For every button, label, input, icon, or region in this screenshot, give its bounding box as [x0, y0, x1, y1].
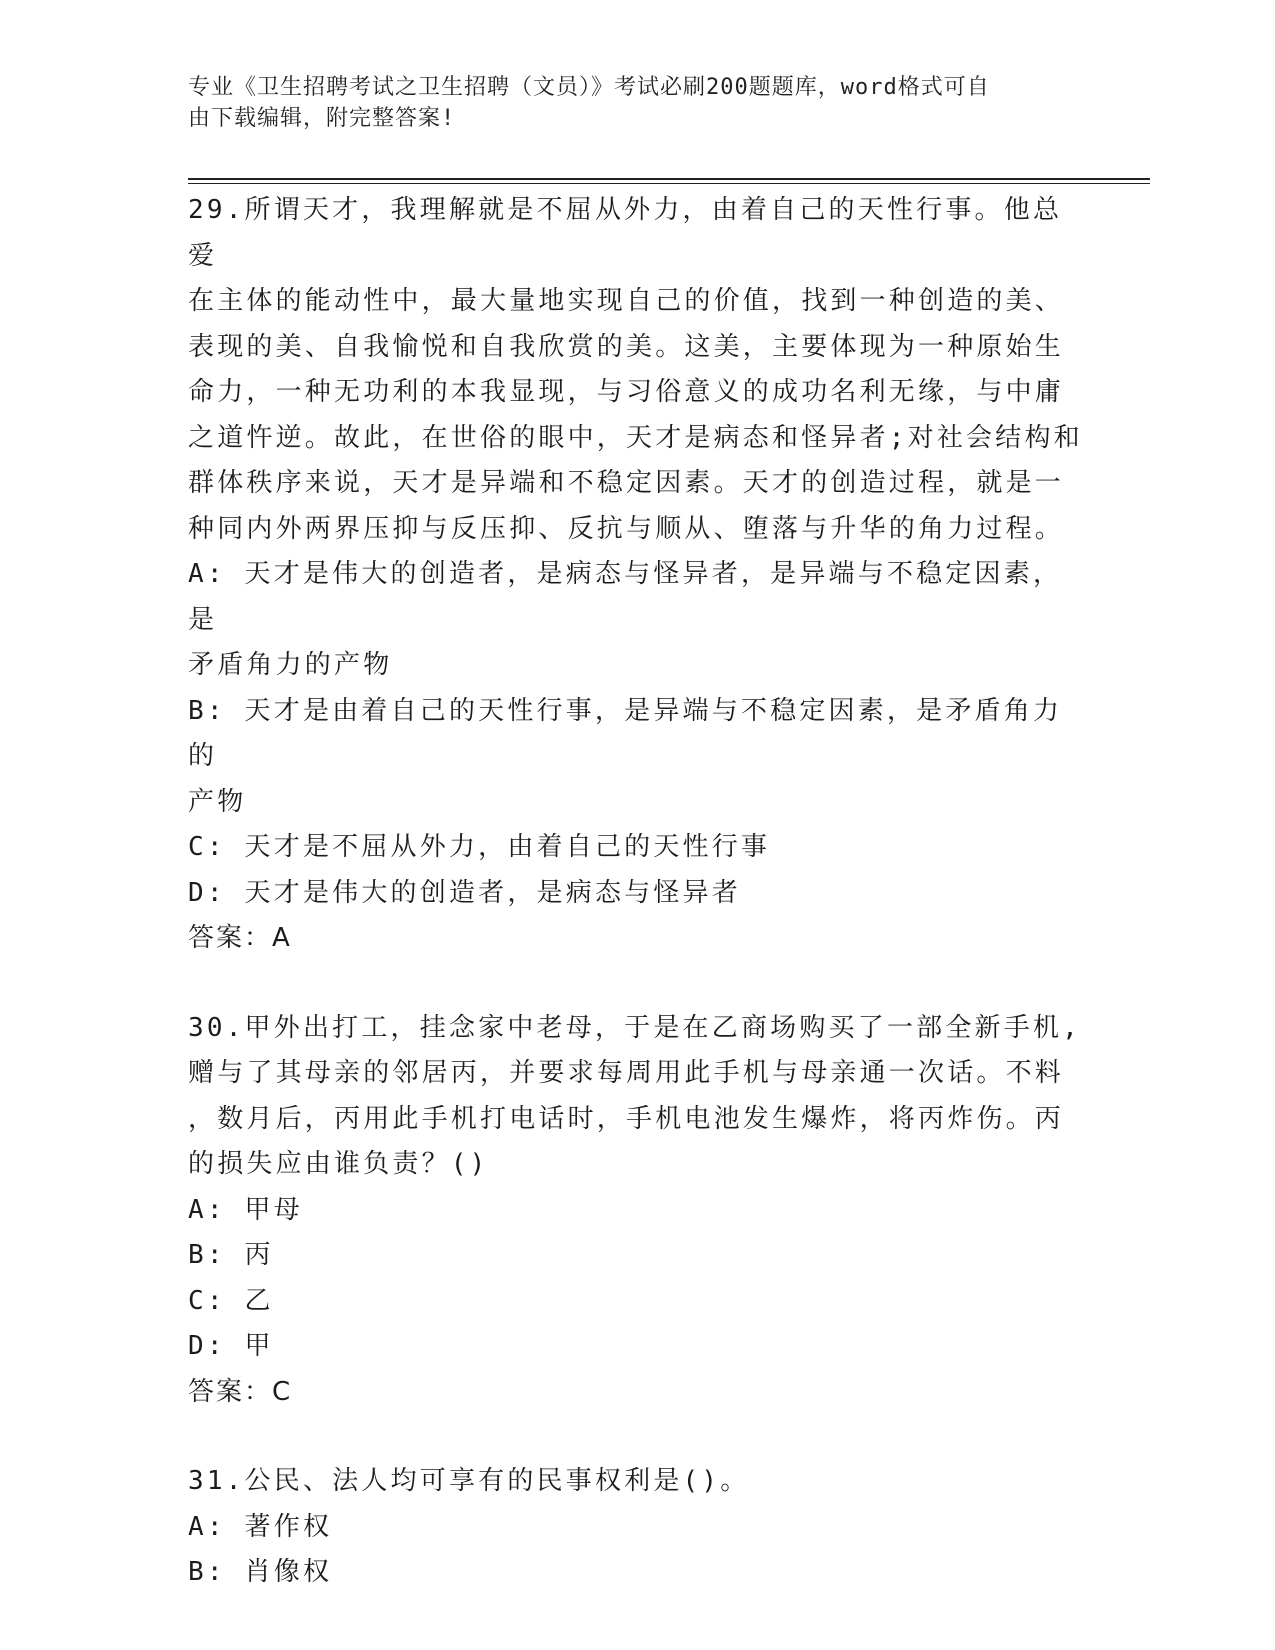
- answer-label: 答案：A: [188, 923, 292, 953]
- option-a-line: 矛盾角力的产物: [188, 650, 393, 680]
- header-rule-thin: [188, 183, 1150, 184]
- question-29: [188, 188, 1088, 962]
- question-stem-line: ，数月后，丙用此手机打电话时，手机电池发生爆炸，将丙炸伤。丙: [188, 1103, 1065, 1134]
- option-c: C: 天才是不屈从外力，由着自己的天性行事: [188, 832, 771, 862]
- question-31: [188, 1459, 1088, 1596]
- question-stem-line: 种同内外两界压抑与反压抑、反抗与顺从、堕落与升华的角力过程。: [188, 513, 1065, 544]
- question-stem-line: 30.甲外出打工，挂念家中老母，于是在乙商场购买了一部全新手机,: [188, 1012, 1082, 1043]
- document-header: [188, 72, 1068, 134]
- header-line-2: 由下载编辑，附完整答案!: [188, 106, 456, 131]
- option-c: C: 乙: [188, 1285, 274, 1316]
- option-d: D: 甲: [188, 1331, 274, 1361]
- question-30: [188, 1006, 1088, 1416]
- option-b: B: 肖像权: [188, 1557, 333, 1587]
- question-stem-line: 的损失应由谁负责？(): [188, 1149, 489, 1179]
- option-b-line: 产物: [188, 786, 247, 817]
- question-spacer: [188, 1415, 1088, 1459]
- option-d: D: 天才是伟大的创造者，是病态与怪异者: [188, 877, 741, 908]
- question-spacer: [188, 962, 1088, 1006]
- option-b: B: 丙: [188, 1240, 274, 1270]
- option-b-line: B: 天才是由着自己的天性行事，是异端与不稳定因素，是矛盾角力的: [188, 695, 1063, 771]
- question-stem-line: 31.公民、法人均可享有的民事权利是()。: [188, 1466, 750, 1496]
- option-a: A: 甲母: [188, 1194, 303, 1225]
- header-rule-thick: [188, 178, 1150, 180]
- option-a: A: 著作权: [188, 1511, 333, 1542]
- header-line-1: 专业《卫生招聘考试之卫生招聘（文员）》考试必刷200题题库，word格式可自: [188, 75, 990, 100]
- question-stem-line: 表现的美、自我愉悦和自我欣赏的美。这美，主要体现为一种原始生: [188, 331, 1065, 362]
- question-stem-line: 赠与了其母亲的邻居丙，并要求每周用此手机与母亲通一次话。不料: [188, 1058, 1065, 1088]
- option-a-line: A: 天才是伟大的创造者，是病态与怪异者，是异端与不稳定因素，是: [188, 559, 1063, 635]
- question-stem-line: 命力，一种无功利的本我显现，与习俗意义的成功名利无缘，与中庸: [188, 377, 1065, 407]
- question-stem-line: 群体秩序来说，天才是异端和不稳定因素。天才的创造过程，就是一: [188, 468, 1065, 498]
- question-stem-line: 之道忤逆。故此，在世俗的眼中，天才是病态和怪异者;对社会结构和: [188, 422, 1083, 453]
- question-list: [188, 188, 1088, 1596]
- question-stem-line: 在主体的能动性中，最大量地实现自己的价值，找到一种创造的美、: [188, 286, 1065, 316]
- question-stem-line: 29.所谓天才，我理解就是不屈从外力，由着自己的天性行事。他总爱: [188, 195, 1063, 271]
- answer-label: 答案：C: [188, 1376, 293, 1407]
